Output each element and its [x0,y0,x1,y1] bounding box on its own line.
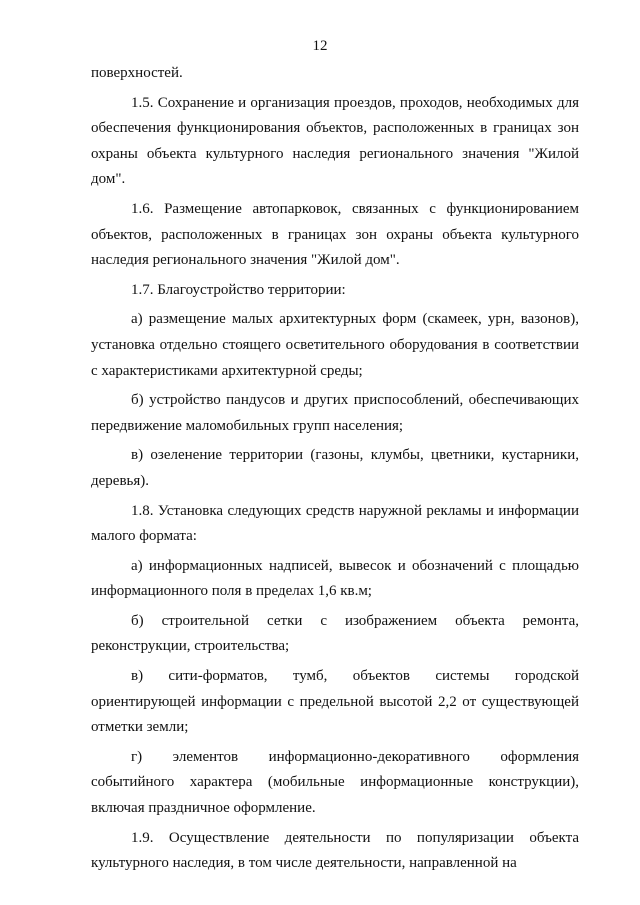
paragraph-1-8-a: а) информационных надписей, вывесок и обозначений с площадью информационного поля в пределах 1,6 кв.м; [91,557,579,600]
paragraph-1-9: 1.9. Осуществление деятельности по популяризации объекта культурного наследия, в том числе деятельности, направленной на [91,829,579,872]
paragraph-1-8-g: г) элементов информационно-декоративного оформления событийного характера (мобильные информационные конструкции), включая праздничное оформление. [91,748,579,817]
paragraph-1-8: 1.8. Установка следующих средств наружной рекламы и информации малого формата: [91,502,579,545]
paragraph-1-5: 1.5. Сохранение и организация проездов, проходов, необходимых для обеспечения функционирования объектов, расположенных в границах зон охраны объекта культурного наследия регионального значения "Жилой дом". [91,94,579,188]
paragraph-1-8-b: б) строительной сетки с изображением объекта ремонта, реконструкции, строительства; [91,612,579,655]
paragraph-1-7-a: а) размещение малых архитектурных форм (скамеек, урн, вазонов), установка отдельно стоящего осветительного оборудования в соответствии с характеристиками архитектурной среды; [91,311,579,379]
page-number: 12 [312,38,328,54]
document-body [91,61,579,877]
paragraph-1-7-b: б) устройство пандусов и других приспособлений, обеспечивающих передвижение маломобильных групп населения; [91,392,579,434]
paragraph-1-8-v: в) сити-форматов, тумб, объектов системы городской ориентирующей информации с предельной высотой 2,2 от существующей отметки земли; [91,668,579,736]
paragraph-continuation: поверхностей. [91,65,183,81]
paragraph-1-6: 1.6. Размещение автопарковок, связанных с функционированием объектов, расположенных в границах зон охраны объекта культурного наследия регионального значения "Жилой дом". [91,200,579,269]
paragraph-1-7: 1.7. Благоустройство территории: [131,281,346,298]
paragraph-1-7-v: в) озеленение территории (газоны, клумбы, цветники, кустарники, деревья). [91,447,579,489]
